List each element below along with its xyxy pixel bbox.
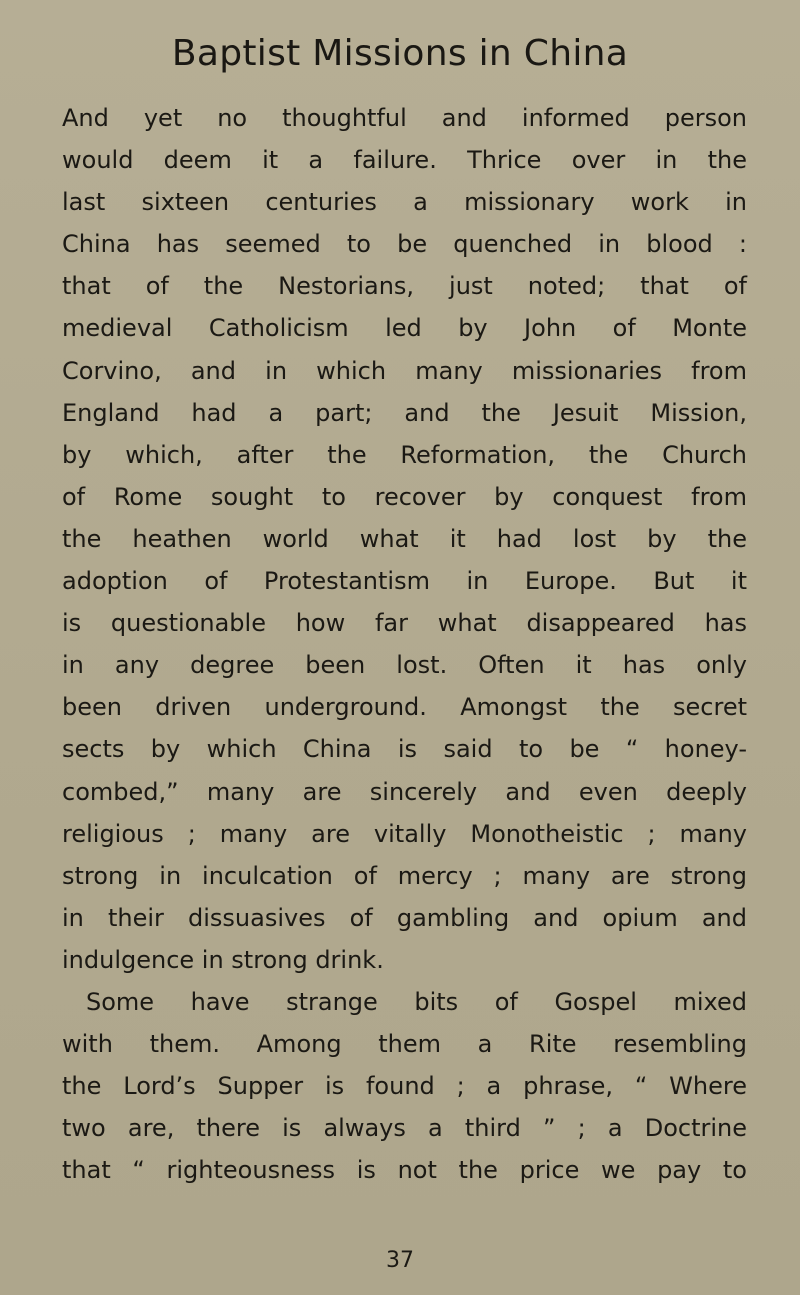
text-line: religious ; many are vitally Monotheistic ; many [62,819,747,848]
page-number: 37 [386,1248,414,1273]
text-line: strong in inculcation of mercy ; many are strong [62,861,747,890]
text-line: that “ righteousness is not the price we pay to [62,1156,747,1185]
text-line: China has seemed to be quenched in blood : [62,230,747,259]
text-line: in their dissuasives of gambling and opium and [62,903,747,932]
text-line: Some have strange bits of Gospel mixed [86,987,747,1016]
text-line: adoption of Protestantism in Europe. But it [62,567,747,596]
body-text [62,97,747,1191]
text-line: last sixteen centuries a missionary work in [62,188,747,217]
text-line: by which, after the Reformation, the Church [62,440,747,469]
text-line: with them. Among them a Rite resembling [62,1030,747,1059]
text-line: is questionable how far what disappeared has [62,609,747,638]
text-line: in any degree been lost. Often it has only [62,651,747,680]
running-head: Baptist Missions in China [171,33,629,74]
text-line: Corvino, and in which many missionaries from [62,356,747,385]
paragraph [62,97,747,981]
text-line: the heathen world what it had lost by the [62,524,747,553]
paragraph [62,981,747,1191]
text-line: And yet no thoughtful and informed person [62,104,747,132]
text-line: combed,” many are sincerely and even deeply [62,777,747,806]
text-line: that of the Nestorians, just noted; that of [62,272,747,301]
text-line: been driven underground. Amongst the secret [62,693,747,722]
text-line: the Lord’s Supper is found ; a phrase, “ Where [62,1072,747,1101]
text-line: medieval Catholicism led by John of Monte [62,314,747,343]
text-line: sects by which China is said to be “ honey- [62,735,747,764]
text-line: would deem it a failure. Thrice over in the [62,146,747,175]
text-line: indulgence in strong drink. [62,945,384,974]
text-line: of Rome sought to recover by conquest from [62,482,747,511]
text-line: two are, there is always a third ” ; a Doctrine [62,1114,747,1143]
text-line: England had a part; and the Jesuit Mission, [62,398,747,427]
